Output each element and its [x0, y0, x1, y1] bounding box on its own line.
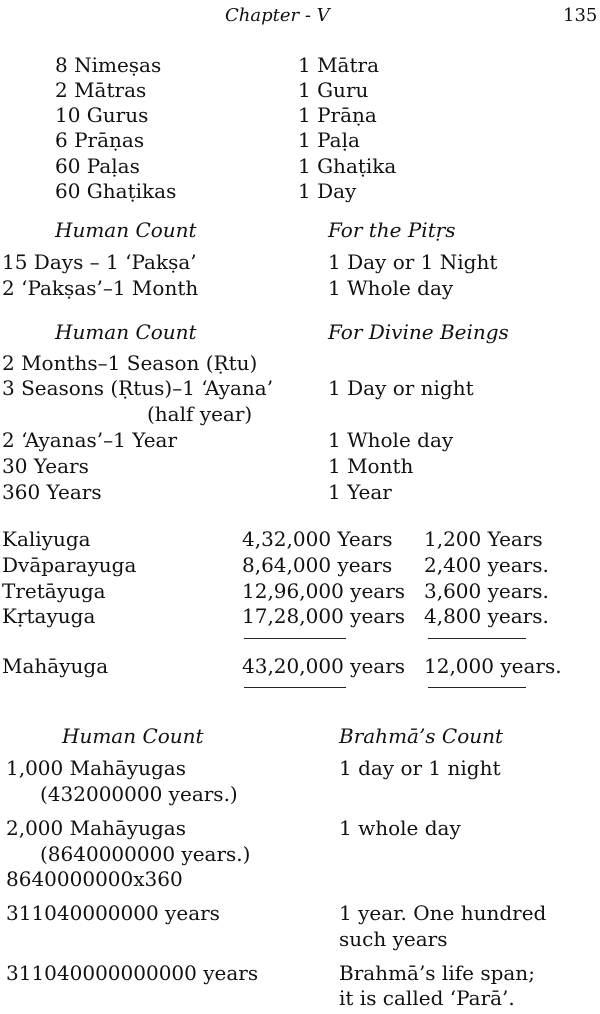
chapter-header: Chapter - V	[225, 5, 330, 26]
yuga-name: Tretāyuga	[2, 579, 106, 603]
column-heading: For the Pitṛs	[328, 218, 456, 242]
yuga-human-years: 17,28,000 years	[242, 604, 406, 628]
unit-right: 1 Prāṇa	[298, 103, 377, 127]
yuga-divine-years: 1,200 Years	[424, 527, 543, 551]
count-left: 15 Days – 1 ‘Pakṣa’	[2, 250, 197, 274]
count-right: 1 Day or 1 Night	[328, 250, 498, 274]
count-right: 1 year. One hundred	[339, 901, 547, 925]
count-left: 311040000000000 years	[6, 961, 259, 985]
mahayuga-human-years: 43,20,000 years	[242, 654, 406, 678]
sum-rule	[428, 638, 526, 639]
yuga-divine-years: 4,800 years.	[424, 604, 549, 628]
column-heading: Human Count	[62, 724, 204, 748]
yuga-divine-years: 2,400 years.	[424, 553, 549, 577]
unit-left: 10 Gurus	[55, 103, 149, 127]
count-left: 1,000 Mahāyugas	[6, 756, 186, 780]
unit-right: 1 Ghaṭika	[298, 154, 397, 178]
unit-left: 60 Ghaṭikas	[55, 179, 177, 203]
count-left: 30 Years	[2, 454, 89, 478]
count-left: (432000000 years.)	[40, 782, 238, 806]
column-heading: Human Count	[55, 320, 197, 344]
unit-right: 1 Paḷa	[298, 128, 360, 152]
mahayuga-name: Mahāyuga	[2, 654, 109, 678]
mahayuga-divine-years: 12,000 years.	[424, 654, 562, 678]
unit-left: 6 Prāṇas	[55, 128, 145, 152]
unit-right: 1 Day	[298, 179, 357, 203]
count-left: 2 ‘Pakṣas’–1 Month	[2, 276, 199, 300]
unit-right: 1 Mātra	[298, 53, 380, 77]
yuga-human-years: 4,32,000 Years	[242, 527, 393, 551]
yuga-name: Kaliyuga	[2, 527, 91, 551]
count-left: 2 ‘Ayanas’–1 Year	[2, 428, 178, 452]
count-right: 1 Day or night	[328, 376, 474, 400]
yuga-human-years: 12,96,000 years	[242, 579, 406, 603]
count-right: Brahmā’s life span;	[339, 961, 535, 985]
count-left: 8640000000x360	[6, 867, 183, 891]
count-left: (8640000000 years.)	[40, 842, 251, 866]
count-left: 3 Seasons (Ṛtus)–1 ‘Ayana’	[2, 376, 274, 400]
count-left: 311040000000 years	[6, 901, 220, 925]
total-rule	[244, 687, 346, 688]
unit-left: 2 Mātras	[55, 78, 147, 102]
column-heading: For Divine Beings	[328, 320, 509, 344]
count-right: 1 day or 1 night	[339, 756, 501, 780]
count-right: such years	[339, 927, 448, 951]
yuga-name: Kṛtayuga	[2, 604, 96, 628]
count-right: 1 Year	[328, 480, 392, 504]
unit-right: 1 Guru	[298, 78, 369, 102]
count-right: it is called ‘Parā’.	[339, 986, 515, 1010]
yuga-human-years: 8,64,000 years	[242, 553, 393, 577]
unit-left: 8 Nimeṣas	[55, 53, 162, 77]
page-number: 135	[563, 5, 598, 26]
count-left: 2 Months–1 Season (Ṛtu)	[2, 351, 258, 375]
column-heading: Human Count	[55, 218, 197, 242]
count-right: 1 Whole day	[328, 428, 454, 452]
sum-rule	[244, 638, 346, 639]
count-left: (half year)	[147, 402, 253, 426]
yuga-name: Dvāparayuga	[2, 553, 137, 577]
count-right: 1 Whole day	[328, 276, 454, 300]
count-right: 1 whole day	[339, 816, 461, 840]
count-left: 2,000 Mahāyugas	[6, 816, 186, 840]
unit-left: 60 Paḷas	[55, 154, 140, 178]
count-left: 360 Years	[2, 480, 102, 504]
column-heading: Brahmā’s Count	[339, 724, 504, 748]
yuga-divine-years: 3,600 years.	[424, 579, 549, 603]
total-rule	[428, 687, 526, 688]
count-right: 1 Month	[328, 454, 414, 478]
